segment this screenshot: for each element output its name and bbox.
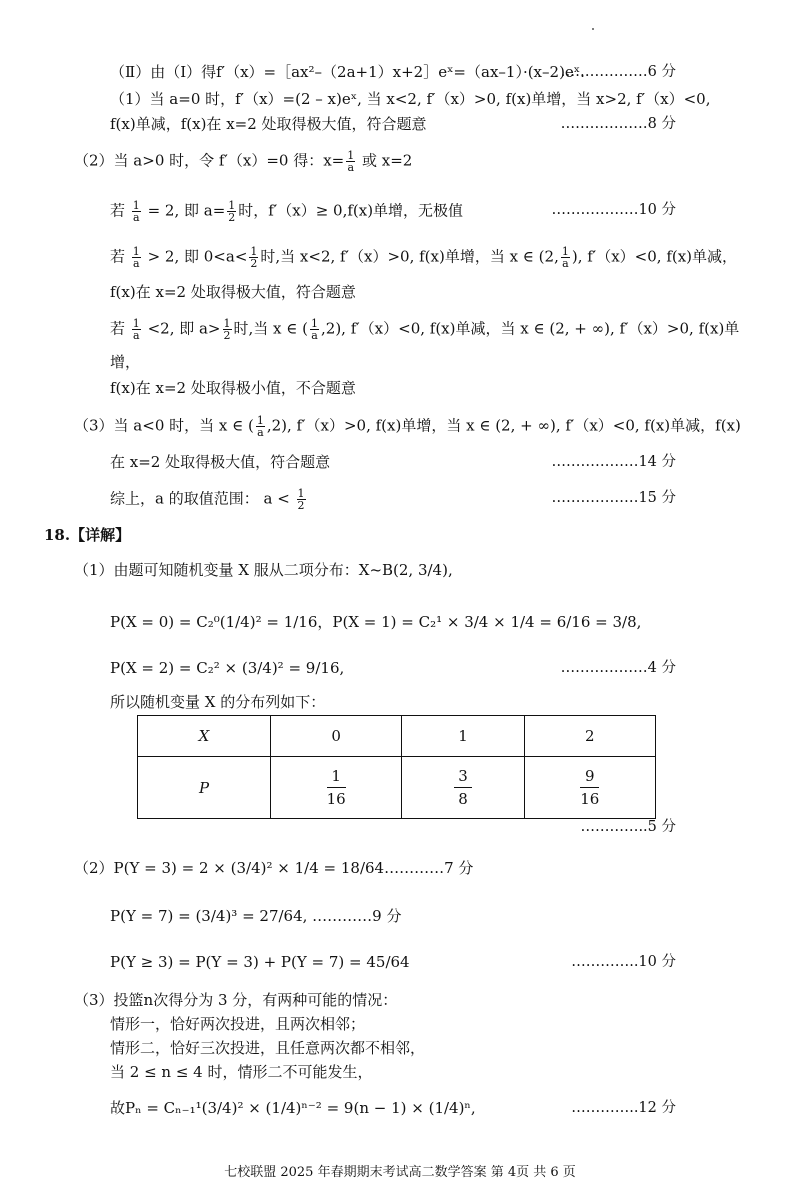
subcase3-line <box>110 318 739 341</box>
subcase3-post: ,2), f′（x）<0, f(x)单减，当 x ∈ (2, + ∞), f′（x）>0, f(x)单 <box>321 319 740 338</box>
case2-text: （2）当 a>0 时，令 f′（x）=0 得：x= <box>74 151 345 170</box>
q18-heading: 18.【详解】 <box>44 526 131 544</box>
table-header-cell: 1 <box>402 716 524 757</box>
score-6: ………………6 分 <box>560 64 676 80</box>
case3-post: ,2), f′（x）>0, f(x)单增，当 x ∈ (2, + ∞), f′（x）<0, f(x)单减，f(x) <box>266 416 741 435</box>
fraction-9-16: $\frac{9}{16}$ <box>580 767 600 808</box>
scan-speck <box>592 28 594 30</box>
fraction-3-8: $\frac{3}{8}$ <box>454 765 472 810</box>
subcase1-post: 时，f′（x）≥ 0,f(x)单增，无极值 <box>238 201 464 220</box>
q18-part3-line1: （3）投篮n次得分为 3 分，有两种可能的情况： <box>74 991 398 1009</box>
subcase3-line3: f(x)在 x=2 处取得极小值，不合题意 <box>110 379 356 397</box>
score-12: …………..12 分 <box>571 1100 676 1116</box>
score-10: ………………10 分 <box>551 202 676 218</box>
fraction-1-over-2: $\frac{1}{2}$ <box>223 317 231 342</box>
conclusion-line <box>110 488 308 511</box>
q18-part1-line3: P(X = 2) = C₂² × (3/4)² = 9/16, <box>110 659 345 677</box>
table-row <box>138 716 656 757</box>
fraction-1-over-a: $\frac{1}{a}$ <box>132 199 140 224</box>
fraction-1-over-2: $\frac{1}{2}$ <box>297 487 305 512</box>
subcase3-line2: 增， <box>110 353 141 371</box>
subcase3-mid2: 时,当 x ∈ ( <box>233 319 309 338</box>
subcase2-post: ), f′（x）<0, f(x)单减， <box>571 247 738 266</box>
q18-part2-line2: P(Y = 7) = (3/4)³ = 27/64, …………9 分 <box>110 907 402 925</box>
subcase2-prefix: 若 <box>110 247 126 266</box>
distribution-table <box>137 715 656 819</box>
fraction-1-over-a: $\frac{1}{a}$ <box>132 245 140 270</box>
case1-line2: f(x)单减，f(x)在 x=2 处取得极大值，符合题意 <box>110 115 427 133</box>
case1-line1: （1）当 a=0 时，f′（x）=(2 – x)eˣ, 当 x<2, f′（x）>0, f(x)单增，当 x>2, f′（x）<0, <box>110 90 711 108</box>
subcase2-line2: f(x)在 x=2 处取得极大值，符合题意 <box>110 283 356 301</box>
part2-intro: （Ⅱ）由（Ⅰ）得f′（x）=［ax²–（2a+1）x+2］eˣ=（ax–1）·(x–2)eˣ. <box>110 63 585 81</box>
table-row-label <box>138 757 271 819</box>
conclusion-text: 综上，a 的取值范围： a < <box>110 489 290 508</box>
q18-part3-line2: 情形一，恰好两次投进，且两次相邻； <box>110 1015 366 1033</box>
case3-line2: 在 x=2 处取得极大值，符合题意 <box>110 453 331 471</box>
subcase3-prefix: 若 <box>110 319 126 338</box>
fraction-1-over-a: $\frac{1}{a}$ <box>561 245 569 270</box>
q18-part1-line2: P(X = 0) = C₂⁰(1/4)² = 1/16，P(X = 1) = C₂¹ × 3/4 × 1/4 = 6/16 = 3/8, <box>110 613 642 631</box>
fraction-1-over-a: $\frac{1}{a}$ <box>256 414 264 439</box>
subcase2-mid: > 2, 即 0<a< <box>147 247 248 266</box>
q18-part2-line1: （2）P(Y = 3) = 2 × (3/4)² × 1/4 = 18/64…………7 分 <box>74 859 474 877</box>
table-header-cell <box>138 716 271 757</box>
table-header-x: X <box>198 727 210 745</box>
subcase2-mid2: 时,当 x<2, f′（x）>0, f(x)单增，当 x ∈ (2, <box>260 247 559 266</box>
case3-prefix: （3）当 a<0 时，当 x ∈ ( <box>74 416 254 435</box>
case2-line <box>74 150 412 173</box>
fraction-1-16: $\frac{1}{16}$ <box>326 767 346 808</box>
score-15: ………………15 分 <box>551 490 676 506</box>
subcase1-mid: = 2, 即 a= <box>147 201 226 220</box>
table-cell <box>524 757 655 819</box>
q18-part3-line3: 情形二，恰好三次投进，且任意两次都不相邻， <box>110 1039 426 1057</box>
case3-line <box>74 415 741 438</box>
table-cell <box>271 757 402 819</box>
case2-text-end: 或 x=2 <box>362 151 413 170</box>
table-header-cell: 2 <box>524 716 655 757</box>
score-8: ………………8 分 <box>560 116 676 132</box>
q18-part1-line4: 所以随机变量 X 的分布列如下： <box>110 693 326 711</box>
table-cell <box>402 757 524 819</box>
q18-part3-line5: 故Pₙ = Cₙ₋₁¹(3/4)² × (1/4)ⁿ⁻² = 9(n − 1) × (1/4)ⁿ, <box>110 1099 476 1117</box>
subcase3-mid: <2, 即 a> <box>147 319 221 338</box>
fraction-1-over-a: $\frac{1}{a}$ <box>132 317 140 342</box>
q18-part2-line3: P(Y ≥ 3) = P(Y = 3) + P(Y = 7) = 45/64 <box>110 953 410 971</box>
score-10b: …………..10 分 <box>571 954 676 970</box>
page-footer: 七校联盟 2025 年春期期末考试高二数学答案 第 4页 共 6 页 <box>224 1165 576 1180</box>
subcase1-line <box>110 200 463 223</box>
fraction-1-over-a: $\frac{1}{a}$ <box>347 149 355 174</box>
fraction-1-over-a: $\frac{1}{a}$ <box>311 317 319 342</box>
table-row-label-p: P <box>198 778 210 797</box>
score-4: ………………4 分 <box>560 660 676 676</box>
fraction-1-over-2: $\frac{1}{2}$ <box>228 199 236 224</box>
subcase1-prefix: 若 <box>110 201 126 220</box>
subcase2-line <box>110 246 737 269</box>
table-header-cell: 0 <box>271 716 402 757</box>
table-row <box>138 757 656 819</box>
score-5: …………..5 分 <box>580 819 676 835</box>
q18-part1-line1: （1）由题可知随机变量 X 服从二项分布：X~B(2, 3/4), <box>74 561 453 579</box>
fraction-1-over-2: $\frac{1}{2}$ <box>250 245 258 270</box>
q18-part3-line4: 当 2 ≤ n ≤ 4 时，情形二不可能发生， <box>110 1063 373 1081</box>
score-14: ………………14 分 <box>551 454 676 470</box>
